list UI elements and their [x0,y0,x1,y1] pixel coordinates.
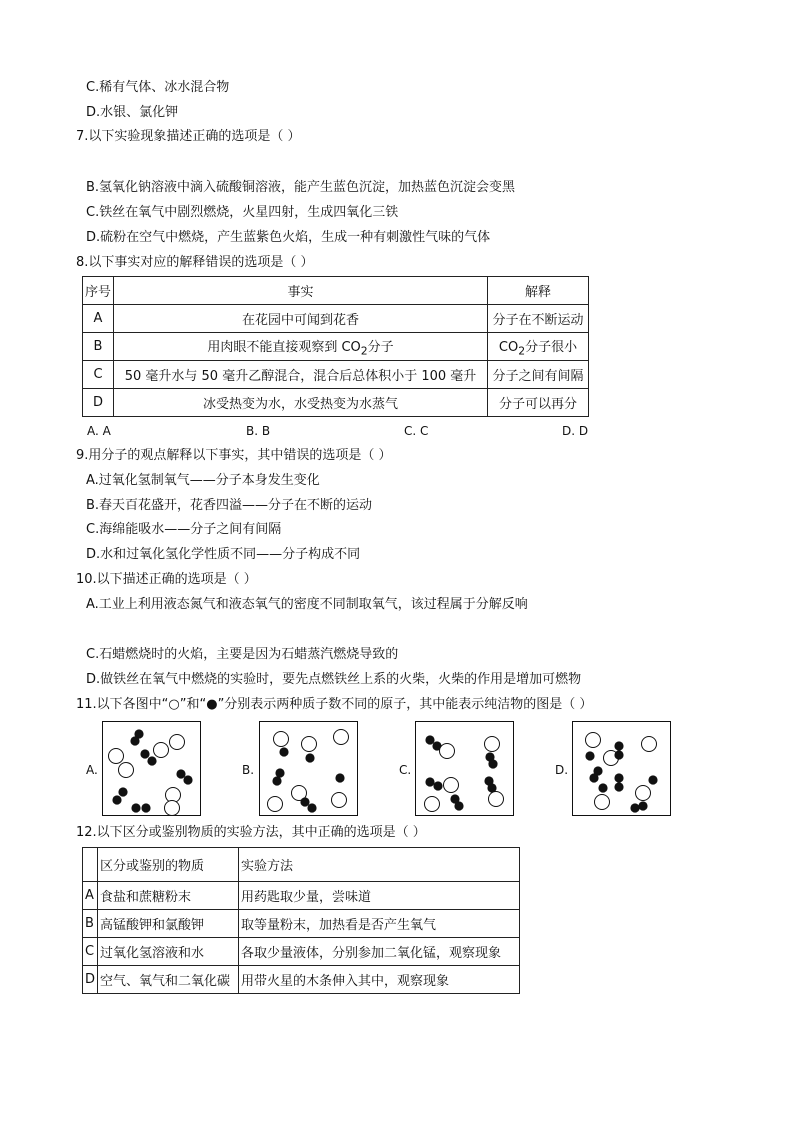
white-atom [636,786,651,801]
q9-option-a: A.过氧化氢制氧气——分子本身发生变化 [86,473,320,488]
black-atom [305,753,314,762]
white-atom [109,749,124,764]
table-row [83,333,589,361]
q8-table [82,276,589,417]
table-row [83,389,589,417]
white-atom [440,744,455,759]
white-atom [154,743,169,758]
black-atom [131,803,140,812]
table-cell: B [83,910,98,938]
q7-stem: 7.以下实验现象描述正确的选项是（ ） [76,129,301,144]
white-atom [444,778,459,793]
black-atom [614,773,623,782]
white-atom [642,737,657,752]
table-cell: A [83,305,114,333]
table-cell: 在花园中可闻到花香 [114,305,488,333]
fact-text-tail: 分子 [367,339,394,355]
subscript: 2 [360,344,368,358]
q10-option-d: D.做铁丝在氧气中燃烧的实验时，要先点燃铁丝上系的火柴，火柴的作用是增加可燃物 [86,672,582,687]
white-atom [334,730,349,745]
black-atom [425,735,434,744]
white-atom [268,797,283,812]
table-header [83,848,98,882]
figure-label-b: B. [242,763,255,777]
q8-stem: 8.以下事实对应的解释错误的选项是（ ） [76,255,314,270]
white-atom [489,792,504,807]
black-atom [589,773,598,782]
q9-stem: 9.用分子的观点解释以下事实，其中错误的选项是（ ） [76,448,392,463]
white-atom [274,732,289,747]
table-cell [488,333,589,361]
black-atom [433,781,442,790]
table-cell: 分子之间有间隔 [488,361,589,389]
q10-stem: 10.以下描述正确的选项是（ ） [76,572,257,587]
particle-figure-d [572,721,671,816]
table-header: 事实 [114,277,488,305]
q6-option-d: D.水银、氯化钾 [86,105,179,120]
table-cell: C [83,938,98,966]
q10-option-a: A.工业上利用液态氮气和液态氧气的密度不同制取氧气，该过程属于分解反响 [86,597,528,612]
table-cell: 50 毫升水与 50 毫升乙醇混合，混合后总体积小于 100 毫升 [114,361,488,389]
table-header: 实验方法 [239,848,520,882]
black-atom [585,751,594,760]
white-atom [425,797,440,812]
table-row [83,305,589,333]
black-atom [614,782,623,791]
black-atom [140,749,149,758]
q8-choice-a: A. A [87,424,111,438]
white-atom [119,763,134,778]
table-cell: D [83,389,114,417]
q9-option-c: C.海绵能吸水——分子之间有间隔 [86,522,282,537]
q10-option-c: C.石蜡燃烧时的火焰，主要是因为石蜡蒸汽燃烧导致的 [86,647,399,662]
q12-stem: 12.以下区分或鉴别物质的实验方法，其中正确的选项是（ ） [76,825,426,840]
black-atom [648,775,657,784]
table-header-row [83,277,589,305]
black-atom [130,736,139,745]
white-atom [170,735,185,750]
figure-label-a: A. [86,763,98,777]
table-header: 解释 [488,277,589,305]
subscript: 2 [518,344,526,358]
table-cell: 过氧化氢溶液和水 [98,938,239,966]
q7-option-d: D.硫粉在空气中燃烧，产生蓝紫色火焰，生成一种有刺激性气味的气体 [86,230,491,245]
white-atom [485,737,500,752]
explanation-text: 分子很小 [525,339,578,355]
q8-choice-c: C. C [404,424,429,438]
q8-choice-b: B. B [246,424,271,438]
q9-option-d: D.水和过氧化氢化学性质不同——分子构成不同 [86,547,361,562]
table-cell: 高锰酸钾和氯酸钾 [98,910,239,938]
table-cell: 分子在不断运动 [488,305,589,333]
table-cell: 空气、氧气和二氧化碳 [98,966,239,994]
black-atom [598,783,607,792]
table-header: 序号 [83,277,114,305]
q9-option-b: B.春天百花盛开，花香四溢——分子在不断的运动 [86,498,373,513]
white-atom [165,801,180,816]
white-atom [586,733,601,748]
table-header-row [83,848,520,882]
black-atom [147,756,156,765]
table-cell: A [83,882,98,910]
table-cell: 各取少量液体，分别参加二氧化锰，观察现象 [239,938,520,966]
black-atom [488,759,497,768]
explanation-head: CO [498,339,519,355]
table-row [83,882,520,910]
table-cell: 取等量粉末，加热看是否产生氧气 [239,910,520,938]
table-row [83,361,589,389]
particle-figure-b [259,721,358,816]
table-header: 区分或鉴别的物质 [98,848,239,882]
table-cell: 用带火星的木条伸入其中，观察现象 [239,966,520,994]
q7-option-b: B.氢氧化钠溶液中滴入硫酸铜溶液，能产生蓝色沉淀，加热蓝色沉淀会变黑 [86,180,516,195]
table-row [83,910,520,938]
fact-text: 用肉眼不能直接观察到 CO [207,339,361,355]
figure-label-d: D. [555,763,569,777]
black-atom [176,769,185,778]
white-atom [302,737,317,752]
black-atom [335,773,344,782]
q6-option-c: C.稀有气体、冰水混合物 [86,80,230,95]
table-cell: B [83,333,114,361]
table-cell: D [83,966,98,994]
black-atom [614,741,623,750]
q11-stem: 11.以下各图中“○”和“●”分别表示两种质子数不同的原子，其中能表示纯洁物的图是（ ） [76,697,593,712]
black-atom [454,801,463,810]
black-atom [141,803,150,812]
black-atom [112,795,121,804]
black-atom [279,747,288,756]
particle-figure-c [415,721,514,816]
table-cell: 食盐和蔗糖粉末 [98,882,239,910]
black-atom [275,768,284,777]
table-cell: 分子可以再分 [488,389,589,417]
black-atom [183,775,192,784]
table-cell: 冰受热变为水，水受热变为水蒸气 [114,389,488,417]
black-atom [630,803,639,812]
black-atom [614,750,623,759]
table-cell: 用药匙取少量，尝味道 [239,882,520,910]
white-atom [332,793,347,808]
white-atom [595,795,610,810]
table-cell [114,333,488,361]
black-atom [307,803,316,812]
q8-choice-d: D. D [562,424,589,438]
table-cell: C [83,361,114,389]
black-atom [272,776,281,785]
black-atom [638,801,647,810]
black-atom [425,777,434,786]
table-row [83,966,520,994]
black-atom [118,787,127,796]
figure-label-c: C. [399,763,412,777]
particle-figure-a [102,721,201,816]
q7-option-c: C.铁丝在氧气中剧烈燃烧，火星四射，生成四氧化三铁 [86,205,399,220]
q12-table [82,847,520,994]
table-row [83,938,520,966]
black-atom [300,797,309,806]
